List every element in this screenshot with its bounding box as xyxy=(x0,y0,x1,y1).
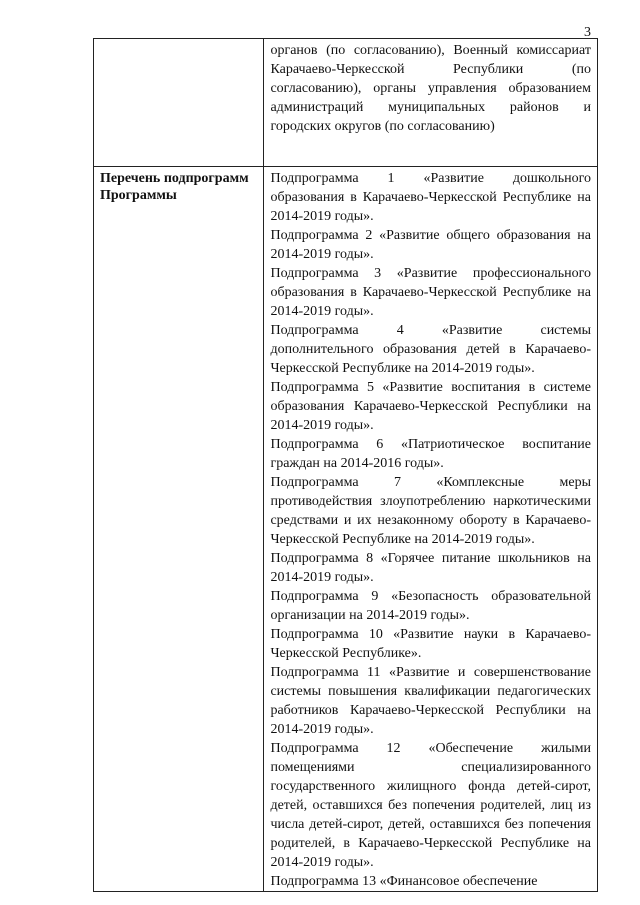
subprogram-item-9: Подпрограмма 9 «Безопасность образовательной организации на 2014-2019 годы». xyxy=(270,589,591,623)
subprogram-item-4: Подпрограмма 4 «Развитие системы дополнительного образования детей в Карачаево-Черкесской Республике на 2014-2019 годы». xyxy=(270,323,591,376)
coexecutors-text: органов (по согласованию), Военный комиссариат Карачаево-Черкесской Республики (по согласованию), органы управления образованием администраций муниципальных районов и городских округов (по согласованию) xyxy=(270,43,591,134)
subprogram-item-12: Подпрограмма 12 «Обеспечение жилыми помещениями специализированного государственного жилищного фонда детей-сирот, детей, оставшихся без попечения родителей, лиц из числа детей-сирот, детей, оставшихся без попечения родителей, в Карачаево-Черкесской Республике на 2014-2019 годы». xyxy=(270,741,591,870)
page-number: 3 xyxy=(584,25,591,40)
subprogram-item-3: Подпрограмма 3 «Развитие профессионального образования в Карачаево-Черкесской Республике на 2014-2019 годы». xyxy=(270,266,591,319)
program-passport-table xyxy=(93,38,598,892)
subprogram-item-1: Подпрограмма 1 «Развитие дошкольного образования в Карачаево-Черкесской Республике на 2014-2019 годы». xyxy=(270,171,591,224)
subprogram-item-2: Подпрограмма 2 «Развитие общего образования на 2014-2019 годы». xyxy=(270,228,591,262)
subprogram-item-13: Подпрограмма 13 «Финансовое обеспечение xyxy=(270,874,538,889)
subprogram-item-11: Подпрограмма 11 «Развитие и совершенствование системы повышения квалификации педагогических работников Карачаево-Черкесской Республики на 2014-2019 годы». xyxy=(270,665,591,737)
subprogram-item-5: Подпрограмма 5 «Развитие воспитания в системе образования Карачаево-Черкесской Республики на 2014-2019 годы». xyxy=(270,380,591,433)
table-row-subprograms xyxy=(94,167,598,892)
subprogram-item-6: Подпрограмма 6 «Патриотическое воспитание граждан на 2014-2016 годы». xyxy=(270,437,591,471)
subprograms-list xyxy=(264,167,598,892)
subprogram-item-7: Подпрограмма 7 «Комплексные меры противодействия злоупотреблению наркотическими средствами и их незаконному обороту в Карачаево-Черкесской Республике на 2014-2019 годы». xyxy=(270,475,591,547)
row1-label-cell xyxy=(94,39,264,167)
subprogram-item-8: Подпрограмма 8 «Горячее питание школьников на 2014-2019 годы». xyxy=(270,551,591,585)
subprogram-item-10: Подпрограмма 10 «Развитие науки в Карачаево-Черкесской Республике». xyxy=(270,627,591,661)
subprograms-label: Перечень подпрограмм Программы xyxy=(94,167,264,892)
row1-text-cell xyxy=(264,39,598,167)
table-row-coexecutors xyxy=(94,39,598,167)
